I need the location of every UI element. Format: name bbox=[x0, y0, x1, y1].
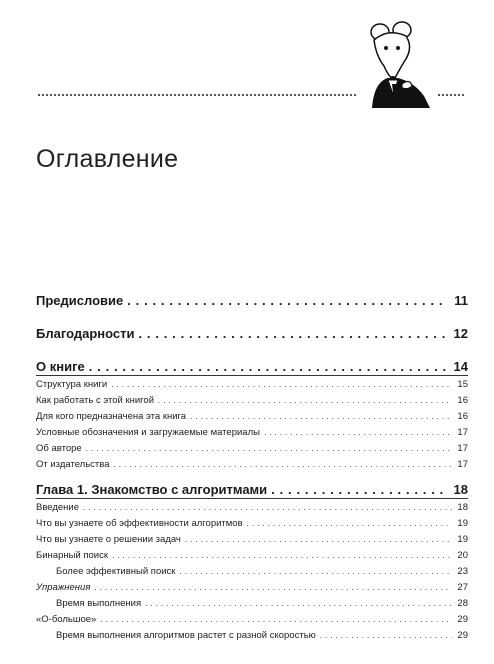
toc-entry-label: Условные обозначения и загружаемые материалы bbox=[36, 427, 260, 438]
dot-leader bbox=[89, 359, 448, 374]
toc-entry-label: Более эффективный поиск bbox=[56, 566, 176, 577]
dot-leader bbox=[158, 396, 452, 405]
dot-leader bbox=[111, 380, 452, 389]
dot-leader bbox=[86, 444, 452, 453]
toc-entry-about[interactable] bbox=[36, 359, 468, 374]
toc-entry-page: 18 bbox=[453, 482, 468, 497]
toc-entry-label: Введение bbox=[36, 502, 80, 513]
toc-subsubentry[interactable] bbox=[56, 630, 468, 641]
dot-leader bbox=[247, 519, 452, 528]
toc-entry-page: 19 bbox=[457, 534, 468, 545]
toc-entry-page: 29 bbox=[457, 630, 468, 641]
toc-subentry[interactable] bbox=[36, 582, 468, 593]
dot-leader bbox=[320, 631, 452, 640]
toc-entry-page: 16 bbox=[457, 395, 468, 406]
toc-subentry[interactable] bbox=[36, 614, 468, 625]
toc-entry-page: 29 bbox=[457, 614, 468, 625]
toc-entry-label: О книге bbox=[36, 359, 85, 374]
toc-entry-page: 12 bbox=[453, 326, 468, 341]
toc-subsubentry[interactable] bbox=[56, 598, 468, 609]
toc-entry-label: Время выполнения bbox=[56, 598, 142, 609]
section-divider bbox=[36, 375, 468, 376]
toc-entry-label: Как работать с этой книгой bbox=[36, 395, 155, 406]
page-title: Оглавление bbox=[36, 145, 179, 173]
toc-subentry[interactable] bbox=[36, 534, 468, 545]
dot-leader bbox=[264, 428, 452, 437]
toc-entry-page: 17 bbox=[457, 427, 468, 438]
dot-leader bbox=[185, 535, 452, 544]
toc-entry-thanks[interactable] bbox=[36, 326, 468, 341]
rat-mascot-illustration bbox=[358, 18, 438, 108]
toc-entry-label: От издательства bbox=[36, 459, 110, 470]
toc-entry-chapter-1[interactable] bbox=[36, 482, 468, 497]
toc-subentry[interactable] bbox=[36, 502, 468, 513]
dot-leader bbox=[113, 460, 452, 469]
dot-leader bbox=[83, 503, 452, 512]
dot-leader bbox=[271, 482, 448, 497]
toc-entry-label: Что вы узнаете о решении задач bbox=[36, 534, 181, 545]
toc-subentry[interactable] bbox=[36, 550, 468, 561]
toc-entry-page: 17 bbox=[457, 443, 468, 454]
toc-entry-page: 19 bbox=[457, 518, 468, 529]
toc-subentry[interactable] bbox=[36, 427, 468, 438]
toc-entry-page: 18 bbox=[457, 502, 468, 513]
toc-entry-page: 23 bbox=[457, 566, 468, 577]
toc-subentry[interactable] bbox=[36, 459, 468, 470]
dot-leader bbox=[179, 567, 452, 576]
toc-entry-label: Структура книги bbox=[36, 379, 108, 390]
toc-subentry[interactable] bbox=[36, 379, 468, 390]
toc-entry-page: 27 bbox=[457, 582, 468, 593]
toc-entry-page: 14 bbox=[453, 359, 468, 374]
dot-leader bbox=[112, 551, 452, 560]
dot-leader bbox=[145, 599, 452, 608]
toc-entry-page: 20 bbox=[457, 550, 468, 561]
toc-entry-label: Для кого предназначена эта книга bbox=[36, 411, 187, 422]
toc-entry-label: Благодарности bbox=[36, 326, 135, 341]
toc-entry-label: Время выполнения алгоритмов растет с разной скоростью bbox=[56, 630, 316, 641]
toc-entry-page: 28 bbox=[457, 598, 468, 609]
toc-entry-label: Упражнения bbox=[36, 582, 91, 593]
toc-entry-label: Глава 1. Знакомство с алгоритмами bbox=[36, 482, 268, 497]
dot-leader bbox=[127, 293, 448, 308]
dot-leader bbox=[94, 583, 452, 592]
toc-subsubentry[interactable] bbox=[56, 566, 468, 577]
section-divider bbox=[36, 498, 468, 499]
toc-entry-label: «О-большое» bbox=[36, 614, 97, 625]
dot-leader bbox=[138, 326, 448, 341]
toc-entry-label: Предисловие bbox=[36, 293, 124, 308]
toc-entry-label: Бинарный поиск bbox=[36, 550, 109, 561]
toc-entry-page: 17 bbox=[457, 459, 468, 470]
dot-leader bbox=[100, 615, 452, 624]
toc-entry-preface[interactable] bbox=[36, 293, 468, 308]
toc-subentry[interactable] bbox=[36, 395, 468, 406]
toc-entry-label: Что вы узнаете об эффективности алгоритмов bbox=[36, 518, 243, 529]
toc-entry-page: 11 bbox=[454, 293, 468, 308]
toc-entry-page: 16 bbox=[457, 411, 468, 422]
toc-entry-page: 15 bbox=[457, 379, 468, 390]
dot-leader bbox=[190, 412, 452, 421]
toc-subentry[interactable] bbox=[36, 443, 468, 454]
toc-subentry[interactable] bbox=[36, 411, 468, 422]
toc-entry-label: Об авторе bbox=[36, 443, 82, 454]
toc-subentry[interactable] bbox=[36, 518, 468, 529]
